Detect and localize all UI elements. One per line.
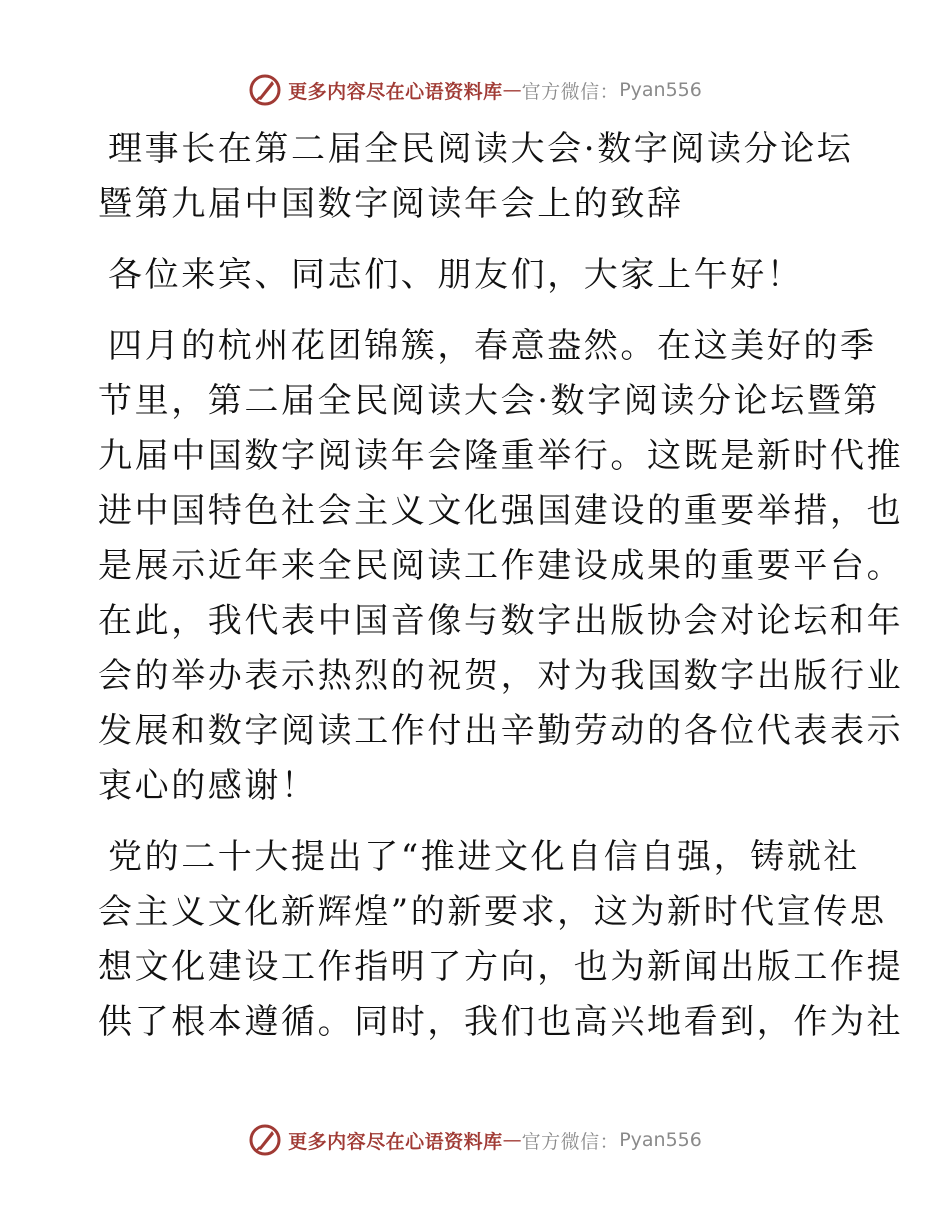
paragraph-line: 九届中国数字阅读年会隆重举行。这既是新时代推 xyxy=(98,436,904,476)
banner-wechat-id: Pyan556 xyxy=(619,1129,702,1151)
banner-main-text: 更多内容尽在心语资料库 xyxy=(288,80,503,103)
banner-wechat-id: Pyan556 xyxy=(619,79,702,101)
feather-pen-logo-icon xyxy=(248,73,282,107)
paragraph-line: 在此，我代表中国音像与数字出版协会对论坛和年 xyxy=(98,601,904,641)
greeting: 各位来宾、同志们、朋友们，大家上午好！ xyxy=(108,255,804,295)
paragraph-line: 衷心的感谢！ xyxy=(98,766,318,806)
paragraph-line: 是展示近年来全民阅读工作建设成果的重要平台。 xyxy=(98,546,904,586)
paragraph xyxy=(98,830,904,1050)
document-title xyxy=(98,122,854,232)
paragraph-line: 党的二十大提出了“推进文化自信自强，铸就社 xyxy=(108,837,860,877)
banner-wechat-label: 官方微信： xyxy=(521,1130,620,1153)
paragraph-line: 节里，第二届全民阅读大会·数字阅读分论坛暨第 xyxy=(98,381,881,421)
feather-pen-logo-icon xyxy=(248,1123,282,1157)
document-body xyxy=(98,122,904,1050)
banner-main-text: 更多内容尽在心语资料库 xyxy=(288,1130,503,1153)
paragraph-line: 四月的杭州花团锦簇，春意盎然。在这美好的季 xyxy=(108,326,877,366)
title-line: 理事长在第二届全民阅读大会·数字阅读分论坛 xyxy=(108,129,854,169)
paragraph xyxy=(98,319,904,814)
paragraph-line: 会的举办表示热烈的祝贺，对为我国数字出版行业 xyxy=(98,656,904,696)
footer-banner xyxy=(0,1120,950,1160)
paragraph-line: 进中国特色社会主义文化强国建设的重要举措，也 xyxy=(98,491,904,531)
banner-dash: — xyxy=(502,1129,522,1151)
paragraph-line: 供了根本遵循。同时，我们也高兴地看到，作为社 xyxy=(98,1002,904,1042)
paragraph-line: 想文化建设工作指明了方向，也为新闻出版工作提 xyxy=(98,947,904,987)
paragraph-line: 发展和数字阅读工作付出辛勤劳动的各位代表表示 xyxy=(98,711,904,751)
header-banner xyxy=(0,70,950,110)
paragraph-line: 会主义文化新辉煌”的新要求，这为新时代宣传思 xyxy=(98,892,887,932)
banner-dash: — xyxy=(502,79,522,101)
banner-wechat-label: 官方微信： xyxy=(521,80,620,103)
title-line: 暨第九届中国数字阅读年会上的致辞 xyxy=(98,184,684,224)
